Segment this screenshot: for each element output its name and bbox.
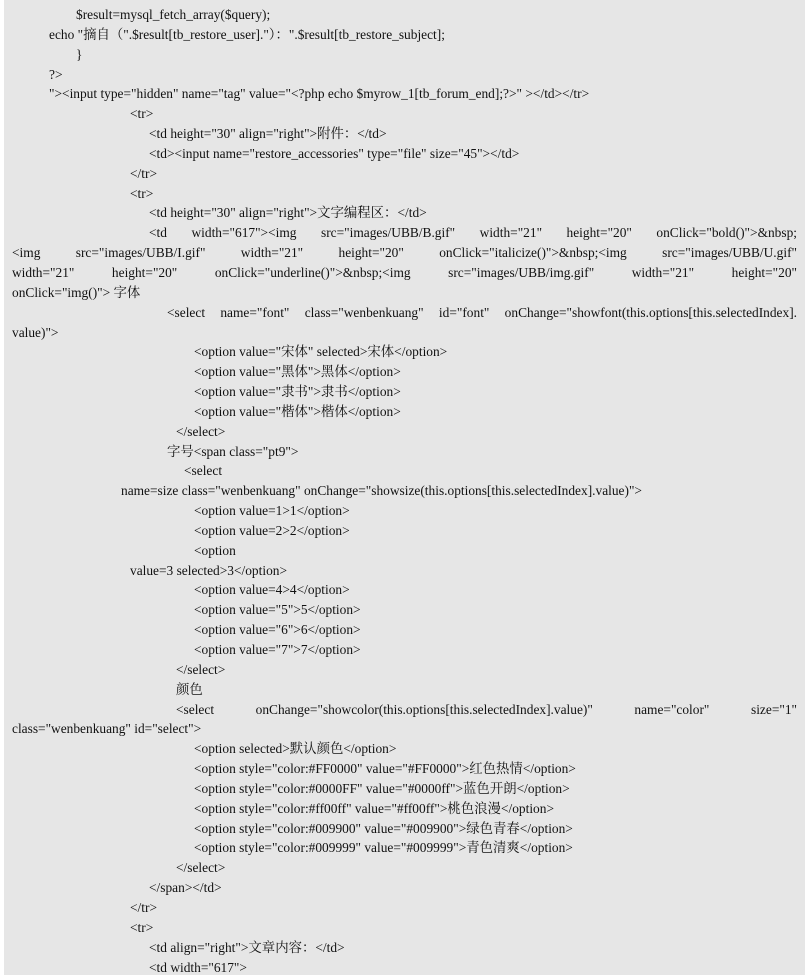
code-line: class="wenbenkuang" id="select">	[12, 719, 797, 739]
code-line: onClick="img()"> 字体	[12, 283, 797, 303]
code-line: <option value="5">5</option>	[12, 600, 797, 620]
code-line: <option style="color:#ff00ff" value="#ff00ff">桃色浪漫</option>	[12, 799, 797, 819]
code-line: <td width="617">	[12, 958, 797, 977]
code-line: <td align="right">文章内容：</td>	[12, 938, 797, 958]
code-line: <option value="7">7</option>	[12, 640, 797, 660]
code-line: </tr>	[12, 164, 797, 184]
code-line: <tr>	[12, 184, 797, 204]
code-listing	[4, 0, 805, 975]
code-line: name=size class="wenbenkuang" onChange="showsize(this.options[this.selectedIndex].value)">	[12, 481, 797, 501]
code-line: <select	[12, 461, 797, 481]
code-line: <select name="font" class="wenbenkuang" id="font" onChange="showfont(this.options[this.selectedIndex].	[12, 303, 797, 323]
code-line: value=3 selected>3</option>	[12, 561, 797, 581]
code-line: <td height="30" align="right">附件：</td>	[12, 124, 797, 144]
code-line: <td height="30" align="right">文字编程区：</td>	[12, 203, 797, 223]
code-line: <tr>	[12, 104, 797, 124]
code-line: <option style="color:#FF0000" value="#FF0000">红色热情</option>	[12, 759, 797, 779]
code-line: }	[12, 45, 797, 65]
code-line: <option value=1>1</option>	[12, 501, 797, 521]
code-line: </select>	[12, 660, 797, 680]
code-line: <td width="617"><img src="images/UBB/B.gif" width="21" height="20" onClick="bold()">&nbsp;	[12, 223, 797, 243]
code-line: $result=mysql_fetch_array($query);	[12, 5, 797, 25]
code-line: <option value="楷体">楷体</option>	[12, 402, 797, 422]
code-line: <option value=4>4</option>	[12, 580, 797, 600]
code-line: <option selected>默认颜色</option>	[12, 739, 797, 759]
code-line: <select onChange="showcolor(this.options[this.selectedIndex].value)" name="color" size="1"	[12, 700, 797, 720]
code-line: <option style="color:#009900" value="#009900">绿色青春</option>	[12, 819, 797, 839]
code-line: <option value=2>2</option>	[12, 521, 797, 541]
code-line: width="21" height="20" onClick="underline()">&nbsp;<img src="images/UBB/img.gif" width="21" height="20"	[12, 263, 797, 283]
code-line: <option style="color:#0000FF" value="#0000ff">蓝色开朗</option>	[12, 779, 797, 799]
code-line: <option style="color:#009999" value="#009999">青色清爽</option>	[12, 838, 797, 858]
code-line: </tr>	[12, 898, 797, 918]
code-line: ?>	[12, 65, 797, 85]
code-line: <td><input name="restore_accessories" type="file" size="45"></td>	[12, 144, 797, 164]
code-line: 字号<span class="pt9">	[12, 442, 797, 462]
code-line: </span></td>	[12, 878, 797, 898]
code-line: <img src="images/UBB/I.gif" width="21" height="20" onClick="italicize()">&nbsp;<img src="images/UBB/U.gif"	[12, 243, 797, 263]
code-line: <tr>	[12, 918, 797, 938]
code-line: <option value="6">6</option>	[12, 620, 797, 640]
code-line: <option	[12, 541, 797, 561]
code-line: <option value="黑体">黑体</option>	[12, 362, 797, 382]
code-line: <option value="隶书">隶书</option>	[12, 382, 797, 402]
code-line: </select>	[12, 422, 797, 442]
code-line: "><input type="hidden" name="tag" value="<?php echo $myrow_1[tb_forum_end];?>" ></td></tr>	[12, 84, 797, 104]
code-line: <option value="宋体" selected>宋体</option>	[12, 342, 797, 362]
code-line: </select>	[12, 858, 797, 878]
code-line: value)">	[12, 323, 797, 343]
code-line: 颜色	[12, 680, 797, 700]
code-line: echo "摘自（".$result[tb_restore_user]."）：".$result[tb_restore_subject];	[12, 25, 797, 45]
